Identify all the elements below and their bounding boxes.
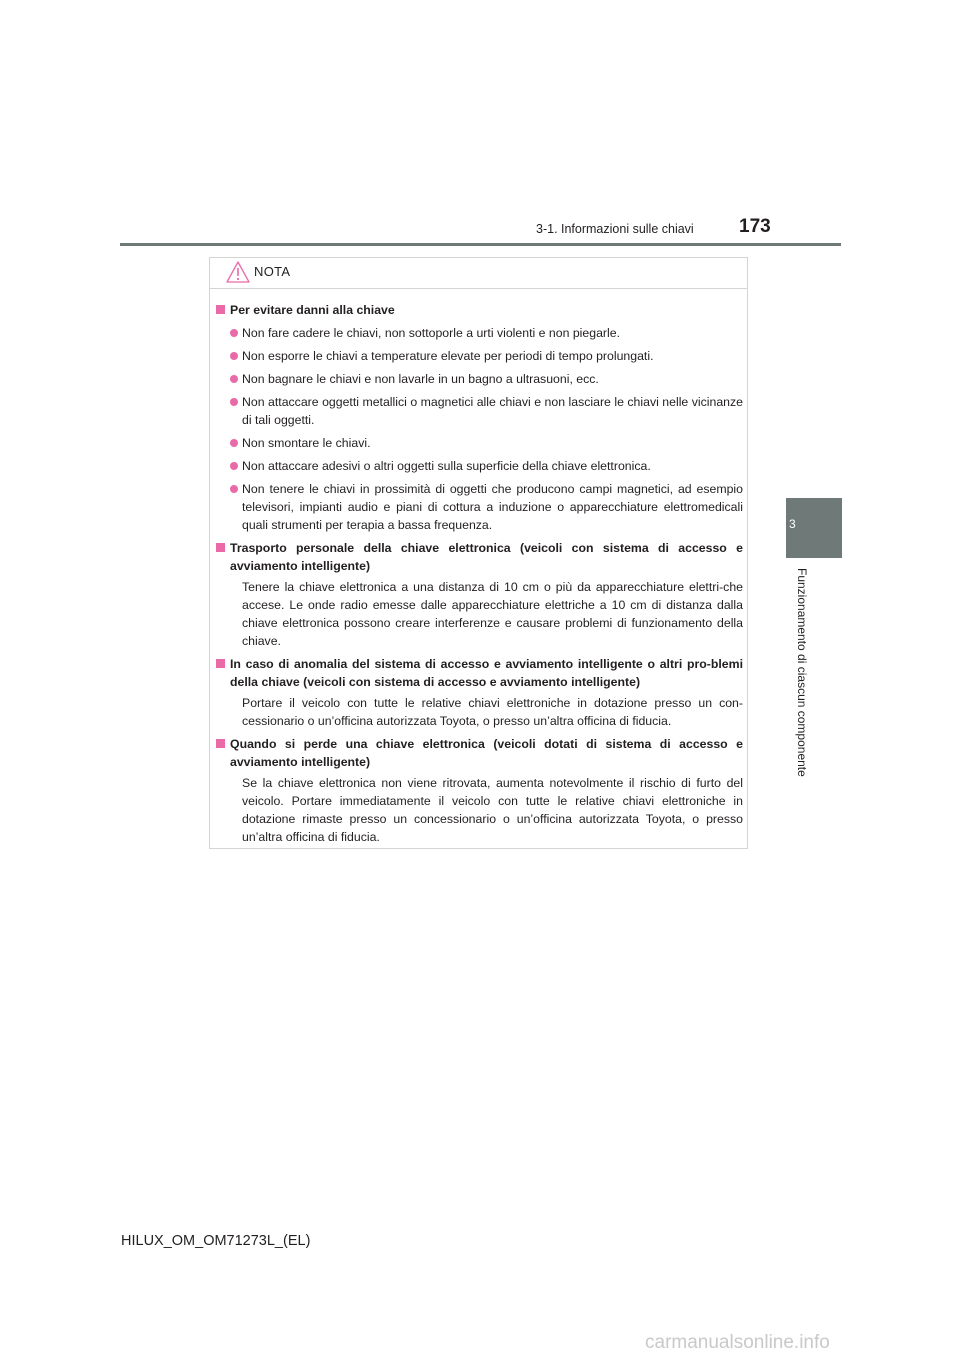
section-path: 3-1. Informazioni sulle chiavi xyxy=(536,222,694,236)
list-item xyxy=(216,434,743,452)
chapter-title: Funzionamento di ciascun componente xyxy=(795,568,809,777)
square-bullet-icon xyxy=(216,305,225,314)
note-header xyxy=(210,258,747,289)
list-item xyxy=(216,393,743,429)
watermark: carmanualsonline.info xyxy=(645,1332,830,1353)
circle-bullet-icon xyxy=(230,329,238,337)
circle-bullet-icon xyxy=(230,439,238,447)
section-paragraph: Portare il veicolo con tutte le relative chiavi elettroniche in dotazione presso un con-cessionario o un’officina autorizzata Toyota, o presso un’altra officina di fiducia. xyxy=(242,696,743,728)
section-heading xyxy=(216,735,743,771)
list-item-text: Non esporre le chiavi a temperature elevate per periodi di tempo prolungati. xyxy=(242,349,654,363)
section-paragraph: Tenere la chiave elettronica a una distanza di 10 cm o più da apparecchiature elettri-che accese. Le onde radio emesse dalle apparecchiature elettriche a 10 cm di distanza dalla chiave elettronica possono creare interferenze e causare problemi di funzionamento della chiave. xyxy=(242,580,743,648)
list-item xyxy=(216,347,743,365)
list-item-text: Non fare cadere le chiavi, non sottoporle a urti violenti e non piegarle. xyxy=(242,326,621,340)
section-heading-text: In caso di anomalia del sistema di accesso e avviamento intelligente o altri pro-blemi della chiave (veicoli con sistema di accesso e avviamento intelligente) xyxy=(230,657,743,689)
circle-bullet-icon xyxy=(230,398,238,406)
header-rule xyxy=(120,243,841,246)
section-paragraph: Se la chiave elettronica non viene ritrovata, aumenta notevolmente il rischio di furto del veicolo. Portare immediatamente il veicolo con tutte le relative chiavi elettroniche in dotazione rimaste presso un concessionario o un’officina autorizzata Toyota, o presso un’altra officina di fiducia. xyxy=(242,776,743,844)
list-item xyxy=(216,370,743,388)
square-bullet-icon xyxy=(216,739,225,748)
circle-bullet-icon xyxy=(230,352,238,360)
list-item xyxy=(216,457,743,475)
warning-triangle-icon xyxy=(226,261,250,283)
square-bullet-icon xyxy=(216,543,225,552)
note-title: NOTA xyxy=(254,264,291,279)
list-item-text: Non bagnare le chiavi e non lavarle in un bagno a ultrasuoni, ecc. xyxy=(242,372,599,386)
document-code: HILUX_OM_OM71273L_(EL) xyxy=(121,1233,311,1249)
square-bullet-icon xyxy=(216,659,225,668)
list-item xyxy=(216,480,743,534)
list-item-text: Non tenere le chiavi in prossimità di oggetti che producono campi magnetici, ad esempio televisori, impianti audio e piani di cottura a induzione o apparecchiature elettromedicali quali strumenti per terapia a bassa frequenza. xyxy=(242,482,743,532)
section-heading xyxy=(216,539,743,575)
list-item-text: Non attaccare oggetti metallici o magnetici alle chiavi e non lasciare le chiavi nelle vicinanze di tali oggetti. xyxy=(242,395,743,427)
list-item xyxy=(216,324,743,342)
circle-bullet-icon xyxy=(230,485,238,493)
page-number: 173 xyxy=(739,216,771,237)
note-box xyxy=(209,257,748,849)
section-heading-text: Quando si perde una chiave elettronica (veicoli dotati di sistema di accesso e avviamento intelligente) xyxy=(230,737,743,769)
list-item-text: Non smontare le chiavi. xyxy=(242,436,371,450)
section-heading-text: Per evitare danni alla chiave xyxy=(230,303,395,317)
list-item-text: Non attaccare adesivi o altri oggetti sulla superficie della chiave elettronica. xyxy=(242,459,651,473)
section-heading xyxy=(216,301,743,319)
note-content xyxy=(216,298,743,846)
chapter-tab-number: 3 xyxy=(789,517,796,531)
circle-bullet-icon xyxy=(230,462,238,470)
section-heading-text: Trasporto personale della chiave elettronica (veicoli con sistema di accesso e avviamento intelligente) xyxy=(230,541,743,573)
circle-bullet-icon xyxy=(230,375,238,383)
section-heading xyxy=(216,655,743,691)
